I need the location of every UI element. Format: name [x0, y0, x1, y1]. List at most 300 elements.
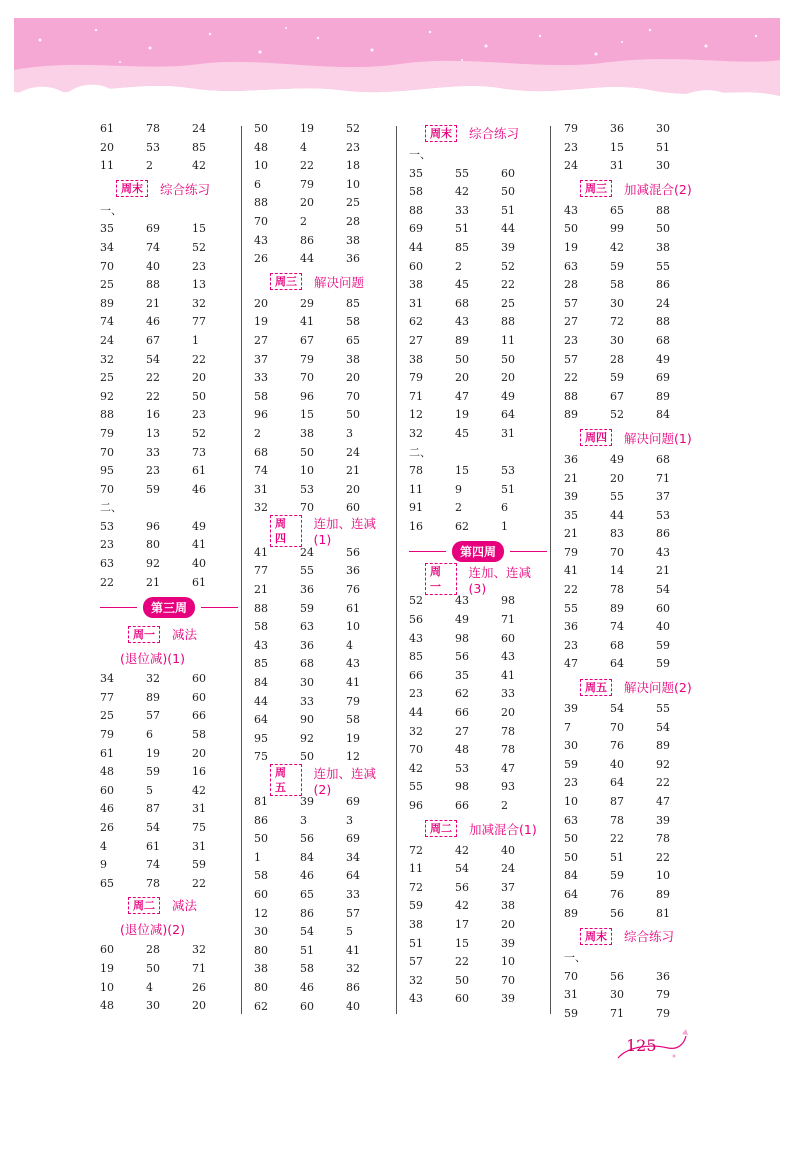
answer-cell: 11	[100, 159, 114, 173]
answer-cell: 50	[564, 222, 578, 236]
answer-cell: 58	[300, 962, 314, 976]
answer-cell: 27	[254, 333, 268, 347]
answer-cell: 85	[455, 240, 469, 254]
answer-cell: 59	[610, 869, 624, 883]
answer-cell: 79	[564, 545, 578, 559]
answer-cell: 35	[100, 222, 114, 236]
answer-cell: 39	[501, 240, 515, 254]
answer-cell: 69	[346, 832, 360, 846]
section-heading	[564, 923, 702, 949]
day-tag: 周末	[425, 125, 457, 142]
answer-cell: 68	[656, 333, 670, 347]
table-row	[100, 518, 238, 537]
table-row	[409, 425, 547, 444]
answer-cell: 58	[254, 620, 268, 634]
answer-cell: 23	[564, 776, 578, 790]
answer-cell: 23	[409, 687, 423, 701]
answer-cell: 40	[146, 259, 160, 273]
answer-cell: 54	[610, 702, 624, 716]
table-row	[100, 295, 238, 314]
answer-cell: 46	[100, 802, 114, 816]
answer-cell: 57	[409, 955, 423, 969]
answer-cell: 28	[346, 214, 360, 228]
answer-cell: 86	[656, 278, 670, 292]
answer-cell: 61	[100, 746, 114, 760]
answer-cell: 33	[455, 203, 469, 217]
answer-cell: 78	[501, 724, 515, 738]
answer-cell: 32	[192, 296, 206, 310]
answer-cell: 85	[346, 296, 360, 310]
answer-cell: 20	[346, 482, 360, 496]
answer-cell: 71	[656, 471, 670, 485]
answer-cell: 53	[300, 482, 314, 496]
answer-cell: 46	[300, 980, 314, 994]
table-row	[254, 581, 392, 600]
answer-cell: 23	[564, 140, 578, 154]
answer-cell: 88	[409, 203, 423, 217]
answer-cell: 74	[146, 858, 160, 872]
week-banner	[409, 536, 547, 566]
answer-cell: 30	[656, 122, 670, 135]
answer-cell: 57	[564, 296, 578, 310]
answer-cell: 71	[501, 613, 515, 627]
table-row	[564, 830, 702, 849]
table-row	[100, 800, 238, 819]
answer-cell: 26	[254, 252, 268, 266]
table-row	[100, 856, 238, 875]
answer-cell: 70	[100, 445, 114, 459]
answer-cell: 72	[409, 880, 423, 894]
answer-cell: 56	[300, 832, 314, 846]
answer-cell: 22	[610, 832, 624, 846]
answer-cell: 50	[254, 122, 268, 135]
table-row	[254, 351, 392, 370]
answer-cell: 21	[146, 575, 160, 589]
table-row	[254, 176, 392, 195]
answer-cell: 9	[100, 858, 107, 872]
answer-cell: 23	[564, 638, 578, 652]
answer-cell: 53	[656, 508, 670, 522]
answer-cell: 11	[409, 482, 423, 496]
answer-cell: 58	[192, 728, 206, 742]
table-row	[564, 220, 702, 239]
answer-cell: 87	[610, 795, 624, 808]
answer-cell: 65	[610, 203, 624, 217]
day-tag: 周二	[425, 820, 457, 837]
answer-cell: 25	[100, 371, 114, 385]
answer-cell: 83	[610, 527, 624, 541]
table-row	[254, 462, 392, 481]
answer-cell: 48	[455, 743, 469, 757]
answer-cell: 40	[346, 999, 360, 1013]
table-row	[409, 667, 547, 686]
answer-cell: 19	[100, 961, 114, 975]
table-row	[564, 470, 702, 489]
section-subtitle: (退位减)(2)	[120, 922, 185, 938]
answer-cell: 58	[254, 389, 268, 403]
answer-cell: 55	[564, 601, 578, 615]
answer-cell: 43	[564, 203, 578, 217]
answer-cell: 79	[564, 122, 578, 135]
table-row	[409, 797, 547, 816]
answer-cell: 15	[300, 408, 314, 422]
answer-cell: 22	[300, 159, 314, 173]
answer-cell: 95	[254, 731, 268, 745]
table-row	[564, 719, 702, 738]
answer-cell: 3	[346, 426, 353, 440]
answer-cell: 78	[610, 583, 624, 597]
answer-cell: 11	[501, 333, 515, 347]
table-row	[564, 202, 702, 221]
answer-cell: 60	[409, 259, 423, 273]
table-row	[564, 774, 702, 793]
answer-cell: 96	[146, 519, 160, 533]
table-row	[564, 369, 702, 388]
answer-cell: 52	[346, 122, 360, 135]
answer-cell: 86	[300, 906, 314, 920]
answer-cell: 40	[656, 620, 670, 634]
answer-cell: 50	[192, 389, 206, 403]
table-row	[100, 782, 238, 801]
answer-cell: 3	[300, 813, 307, 827]
answer-cell: 60	[254, 887, 268, 901]
answer-cell: 43	[254, 638, 268, 652]
answer-cell: 87	[146, 802, 160, 816]
answer-cell: 36	[346, 252, 360, 266]
answer-cell: 66	[455, 706, 469, 720]
answer-cell: 51	[455, 222, 469, 236]
section-heading	[409, 120, 547, 146]
answer-cell: 33	[300, 694, 314, 708]
table-row	[254, 562, 392, 581]
answer-cell: 37	[656, 490, 670, 504]
answer-cell: 50	[254, 832, 268, 846]
table-row	[409, 481, 547, 500]
answer-cell: 60	[455, 992, 469, 1006]
table-row	[564, 544, 702, 563]
day-tag: 周三	[580, 180, 612, 197]
answer-column-4	[564, 120, 702, 1024]
day-tag: 周四	[270, 515, 302, 547]
answer-cell: 59	[300, 601, 314, 615]
answer-cell: 36	[656, 969, 670, 983]
table-row	[254, 979, 392, 998]
answer-cell: 52	[409, 594, 423, 608]
day-tag: 周二	[128, 897, 160, 914]
answer-cell: 15	[610, 140, 624, 154]
table-row	[409, 220, 547, 239]
answer-cell: 57	[564, 352, 578, 366]
answer-cell: 76	[610, 739, 624, 753]
answer-cell: 31	[254, 482, 268, 496]
answer-cell: 39	[501, 936, 515, 950]
answer-cell: 70	[610, 720, 624, 734]
answer-cell: 15	[455, 464, 469, 478]
answer-cell: 55	[656, 259, 670, 273]
answer-cell: 77	[100, 690, 114, 704]
section-heading	[564, 425, 702, 451]
table-row	[100, 388, 238, 407]
answer-cell: 77	[254, 564, 268, 578]
answer-cell: 42	[610, 240, 624, 254]
answer-cell: 22	[146, 371, 160, 385]
answer-cell: 12	[254, 906, 268, 920]
answer-cell: 78	[146, 122, 160, 135]
answer-cell: 46	[146, 315, 160, 329]
answer-cell: 72	[409, 843, 423, 857]
answer-cell: 2	[300, 214, 307, 228]
answer-cell: 44	[409, 706, 423, 720]
answer-cell: 52	[610, 408, 624, 422]
answer-cell: 55	[300, 564, 314, 578]
answer-cell: 31	[409, 296, 423, 310]
answer-cell: 68	[656, 452, 670, 466]
answer-cell: 88	[254, 601, 268, 615]
answer-cell: 45	[455, 426, 469, 440]
answer-cell: 61	[346, 601, 360, 615]
answer-cell: 24	[656, 296, 670, 310]
table-row	[409, 518, 547, 537]
column-divider	[241, 126, 242, 1014]
answer-cell: 22	[564, 371, 578, 385]
answer-cell: 30	[610, 333, 624, 347]
answer-cell: 31	[192, 802, 206, 816]
answer-cell: 70	[610, 545, 624, 559]
answer-cell: 49	[455, 613, 469, 627]
answer-cell: 96	[300, 389, 314, 403]
table-row	[564, 886, 702, 905]
answer-cell: 23	[146, 464, 160, 478]
answer-cell: 88	[501, 315, 515, 329]
table-row	[100, 425, 238, 444]
answer-cell: 19	[455, 408, 469, 422]
table-row	[254, 637, 392, 656]
table-row	[564, 867, 702, 886]
answer-cell: 25	[346, 196, 360, 210]
answer-cell: 32	[409, 724, 423, 738]
part-label: 一、	[100, 203, 122, 217]
answer-cell: 17	[455, 917, 469, 931]
answer-cell: 62	[455, 519, 469, 533]
answer-cell: 7	[564, 720, 571, 734]
answer-cell: 19	[254, 315, 268, 329]
answer-cell: 43	[501, 650, 515, 664]
section-heading	[100, 622, 238, 670]
table-row	[254, 867, 392, 886]
answer-cell: 48	[100, 999, 114, 1013]
table-row	[564, 793, 702, 812]
day-tag: 周五	[580, 679, 612, 696]
section-title: 综合练习	[469, 126, 520, 141]
answer-cell: 1	[501, 519, 508, 533]
table-row	[564, 986, 702, 1005]
table-row	[254, 213, 392, 232]
answer-cell: 74	[146, 240, 160, 254]
answer-cell: 99	[610, 222, 624, 236]
answer-cell: 98	[455, 780, 469, 794]
answer-cell: 24	[100, 333, 114, 347]
answer-cell: 50	[656, 222, 670, 236]
answer-cell: 49	[501, 389, 515, 403]
answer-cell: 9	[455, 482, 462, 496]
answer-cell: 81	[254, 795, 268, 808]
answer-cell: 56	[610, 906, 624, 920]
answer-cell: 38	[300, 426, 314, 440]
answer-cell: 41	[564, 564, 578, 578]
answer-cell: 35	[409, 166, 423, 180]
answer-cell: 22	[564, 583, 578, 597]
table-row	[409, 935, 547, 954]
answer-cell: 21	[564, 471, 578, 485]
section-title: 加减混合(2)	[624, 181, 692, 197]
answer-cell: 6	[254, 177, 261, 191]
answer-cell: 10	[346, 620, 360, 634]
answer-cell: 54	[455, 862, 469, 876]
answer-cell: 41	[192, 538, 206, 552]
table-row	[100, 369, 238, 388]
table-row	[254, 812, 392, 831]
table-row	[100, 574, 238, 593]
answer-cell: 62	[254, 999, 268, 1013]
table-row	[564, 488, 702, 507]
answer-cell: 68	[455, 296, 469, 310]
answer-cell: 54	[656, 720, 670, 734]
answer-cell: 79	[656, 1006, 670, 1020]
answer-cell: 44	[300, 252, 314, 266]
answer-cell: 74	[254, 464, 268, 478]
answer-cell: 31	[564, 988, 578, 1002]
answer-cell: 59	[146, 765, 160, 779]
answer-cell: 66	[192, 709, 206, 723]
answer-cell: 25	[100, 709, 114, 723]
answer-cell: 72	[610, 315, 624, 329]
answer-cell: 10	[300, 464, 314, 478]
answer-cell: 59	[564, 757, 578, 771]
table-row	[564, 451, 702, 470]
answer-cell: 79	[100, 728, 114, 742]
day-tag: 周四	[580, 429, 612, 446]
answer-cell: 90	[300, 713, 314, 727]
answer-cell: 92	[656, 757, 670, 771]
table-row	[100, 726, 238, 745]
answer-cell: 47	[656, 795, 670, 808]
answer-cell: 79	[656, 988, 670, 1002]
answer-cell: 66	[455, 799, 469, 812]
answer-cell: 73	[192, 445, 206, 459]
section-title: 连加、连减(1)	[313, 516, 377, 548]
answer-cell: 44	[501, 222, 515, 236]
answer-cell: 84	[656, 408, 670, 422]
divider-line	[510, 551, 547, 552]
answer-cell: 89	[100, 296, 114, 310]
table-row	[100, 707, 238, 726]
table-row	[100, 157, 238, 176]
answer-cell: 74	[610, 620, 624, 634]
day-tag: 周一	[128, 626, 160, 643]
answer-cell: 23	[192, 259, 206, 273]
table-row	[564, 655, 702, 674]
day-tag: 周三	[270, 273, 302, 290]
answer-cell: 50	[146, 961, 160, 975]
table-row	[564, 600, 702, 619]
answer-cell: 19	[300, 122, 314, 135]
answer-cell: 20	[455, 371, 469, 385]
answer-cell: 70	[564, 969, 578, 983]
answer-cell: 61	[100, 122, 114, 135]
table-row	[409, 972, 547, 991]
answer-cell: 92	[100, 389, 114, 403]
answer-cell: 52	[501, 259, 515, 273]
answer-cell: 60	[346, 501, 360, 515]
table-row	[564, 388, 702, 407]
answer-cell: 96	[254, 408, 268, 422]
table-row	[409, 239, 547, 258]
table-row	[564, 406, 702, 425]
answer-cell: 35	[455, 668, 469, 682]
answer-cell: 21	[656, 564, 670, 578]
table-row	[564, 618, 702, 637]
table-row	[564, 507, 702, 526]
answer-cell: 84	[300, 850, 314, 864]
answer-cell: 22	[146, 389, 160, 403]
answer-cell: 50	[501, 185, 515, 199]
answer-cell: 43	[455, 594, 469, 608]
answer-cell: 22	[192, 876, 206, 890]
answer-cell: 12	[346, 750, 360, 764]
table-row	[100, 941, 238, 960]
answer-cell: 40	[501, 843, 515, 857]
answer-cell: 30	[146, 999, 160, 1013]
answer-cell: 43	[409, 992, 423, 1006]
answer-cell: 32	[192, 943, 206, 957]
answer-cell: 84	[254, 676, 268, 690]
answer-cell: 60	[100, 783, 114, 797]
answer-cell: 60	[192, 672, 206, 686]
answer-cell: 2	[501, 799, 508, 812]
table-row	[564, 968, 702, 987]
answer-cell: 78	[610, 813, 624, 827]
table-row	[564, 737, 702, 756]
answer-cell: 67	[300, 333, 314, 347]
answer-cell: 68	[254, 445, 268, 459]
answer-cell: 4	[100, 839, 107, 853]
answer-cell: 1	[192, 333, 199, 347]
answer-cell: 59	[409, 899, 423, 913]
answer-cell: 58	[409, 185, 423, 199]
answer-cell: 24	[192, 122, 206, 135]
table-row	[409, 332, 547, 351]
answer-cell: 37	[254, 352, 268, 366]
answer-cell: 32	[346, 962, 360, 976]
answer-cell: 40	[192, 557, 206, 571]
table-row	[254, 157, 392, 176]
section-heading	[100, 176, 238, 202]
section-heading-line	[100, 622, 238, 646]
section-title: 减法	[172, 898, 198, 914]
answer-cell: 89	[656, 389, 670, 403]
answer-cell: 27	[409, 333, 423, 347]
answer-cell: 88	[100, 408, 114, 422]
answer-cell: 69	[146, 222, 160, 236]
answer-cell: 85	[254, 657, 268, 671]
answer-cell: 6	[146, 728, 153, 742]
answer-cell: 42	[455, 899, 469, 913]
table-row	[254, 960, 392, 979]
answer-cell: 39	[564, 702, 578, 716]
answer-cell: 16	[409, 519, 423, 533]
section-heading	[254, 269, 392, 295]
answer-cell: 50	[455, 973, 469, 987]
